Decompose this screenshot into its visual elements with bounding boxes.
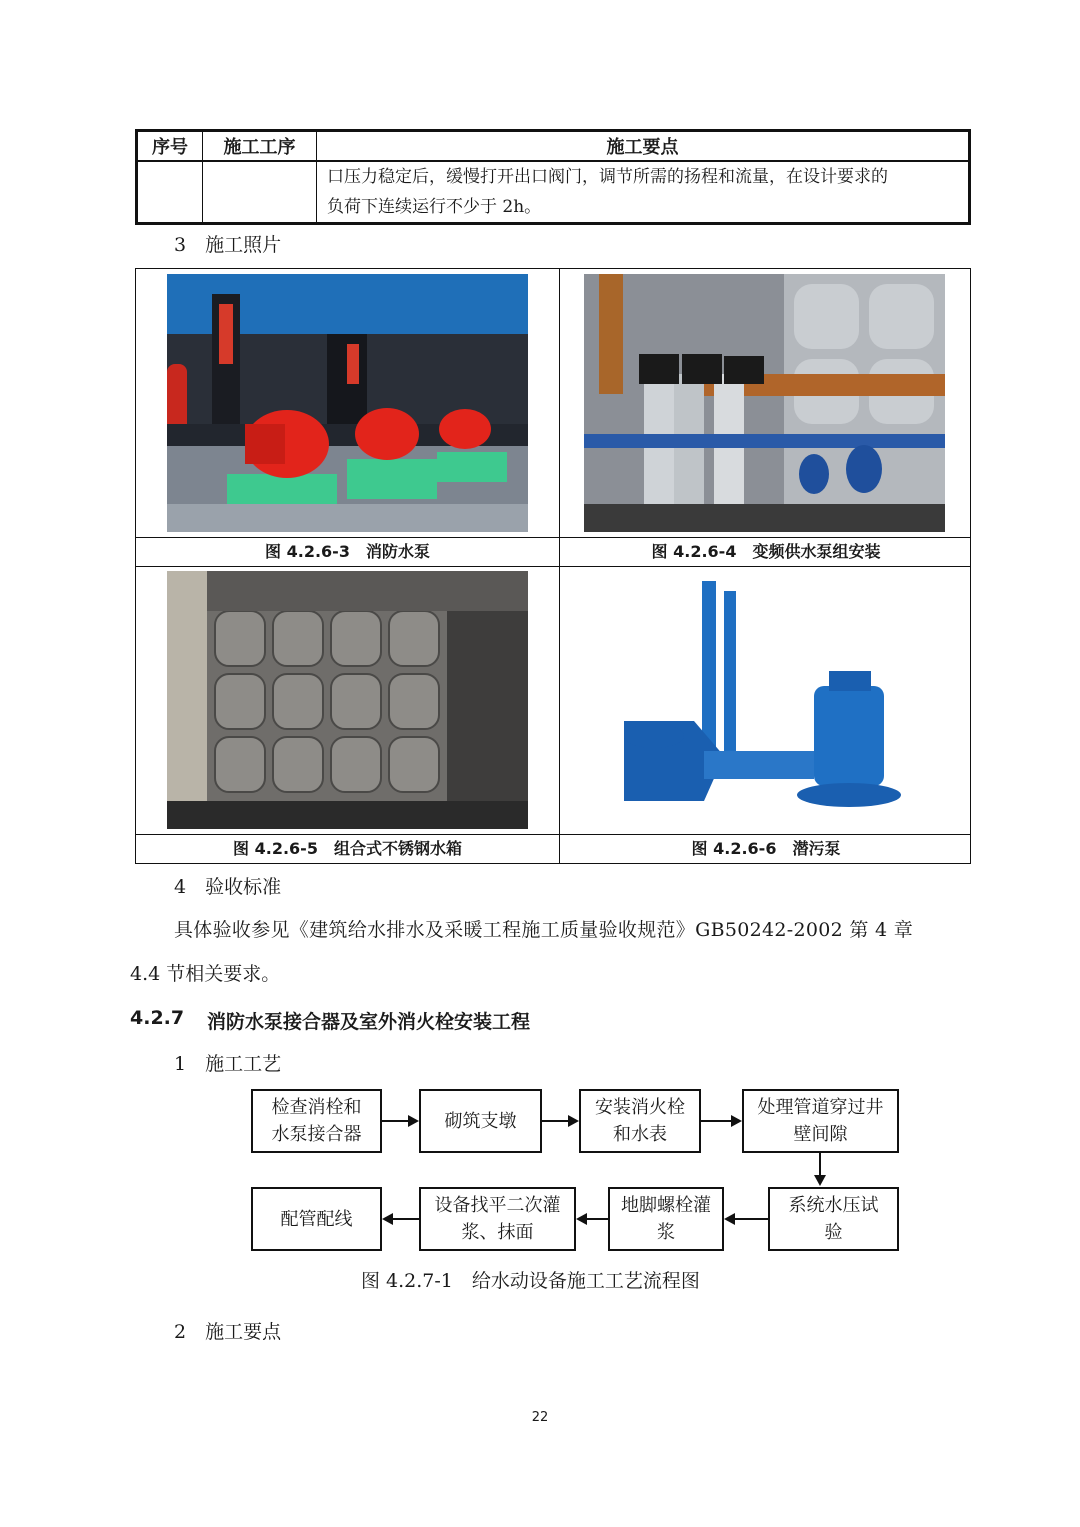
- subsection-title: 消防水泵接合器及室外消火栓安装工程: [207, 1011, 531, 1033]
- points-line-2: 负荷下连续运行不少于 2h。: [327, 196, 542, 217]
- caption-fire-pump: 图 4.2.6-3 消防水泵: [265, 542, 430, 561]
- flow-arrow: [587, 1218, 608, 1220]
- flow-step-text: 验: [824, 1222, 843, 1243]
- fire-pump-photo: [167, 274, 528, 532]
- flow-step-text: 设备找平二次灌: [434, 1195, 561, 1216]
- flow-step-text: 系统水压试: [788, 1195, 879, 1216]
- cell-process: [203, 161, 317, 224]
- flow-step-text: 配管配线: [280, 1208, 353, 1230]
- flow-arrow: [393, 1218, 419, 1220]
- flow-step-text: 和水表: [613, 1124, 667, 1145]
- water-tank-photo: [167, 571, 528, 829]
- cell-points: [317, 161, 970, 224]
- photo-grid: [135, 268, 971, 864]
- acceptance-text-line-2: 4.4 节相关要求。: [130, 963, 281, 985]
- header-points: 施工要点: [317, 131, 970, 161]
- caption-sewage-pump: 图 4.2.6-6 潜污泵: [691, 839, 841, 858]
- points-heading: 2 施工要点: [174, 1321, 282, 1343]
- flow-step-text: 壁间隙: [793, 1124, 848, 1145]
- flow-arrow: [382, 1120, 408, 1122]
- section-3-heading: 3 施工照片: [174, 234, 282, 256]
- arrow-left-icon: [724, 1213, 735, 1225]
- caption-water-tank: 图 4.2.6-5 组合式不锈钢水箱: [233, 839, 462, 858]
- header-no: 序号: [137, 131, 203, 161]
- acceptance-text-line-1: 具体验收参见《建筑给水排水及采暖工程施工质量验收规范》GB50242-2002 第 4 章: [174, 919, 914, 941]
- section-4-heading: 4 验收标准: [174, 876, 282, 898]
- flow-step-leveling-grouting: [419, 1187, 576, 1251]
- subsection-number: 4.2.7: [130, 1007, 185, 1029]
- flow-step-pipe-gap: [742, 1089, 899, 1153]
- sewage-pump-photo: [584, 571, 945, 829]
- construction-table: [135, 129, 971, 225]
- flow-arrow: [701, 1120, 731, 1122]
- flow-step-text: 浆、抹面: [461, 1222, 534, 1243]
- flow-step-inspect: [251, 1089, 382, 1153]
- process-heading: 1 施工工艺: [174, 1053, 282, 1075]
- grid-divider: [136, 566, 970, 567]
- flow-step-install-hydrant: [579, 1089, 701, 1153]
- flow-arrow: [735, 1218, 768, 1220]
- arrow-right-icon: [731, 1115, 742, 1127]
- arrow-right-icon: [408, 1115, 419, 1127]
- points-line-1: 口压力稳定后，缓慢打开出口阀门，调节所需的扬程和流量，在设计要求的: [327, 166, 888, 187]
- flow-step-piping-wiring: [251, 1187, 382, 1251]
- flow-step-text: 浆: [657, 1222, 675, 1243]
- flowchart-caption: 图 4.2.7-1 给水动设备施工工艺流程图: [361, 1270, 700, 1292]
- arrow-left-icon: [576, 1213, 587, 1225]
- vfd-pump-photo: [584, 274, 945, 532]
- arrow-left-icon: [382, 1213, 393, 1225]
- flow-step-masonry: [419, 1089, 542, 1153]
- arrow-right-icon: [568, 1115, 579, 1127]
- cell-no: [137, 161, 203, 224]
- page-number: 22: [531, 1410, 549, 1425]
- flow-step-text: 砌筑支墩: [444, 1110, 517, 1132]
- caption-vfd-pump: 图 4.2.6-4 变频供水泵组安装: [651, 542, 881, 561]
- arrow-down-icon: [814, 1175, 826, 1186]
- table-header-row: [137, 131, 970, 161]
- flow-step-text: 处理管道穿过井: [757, 1097, 884, 1118]
- flow-step-text: 水泵接合器: [271, 1124, 362, 1145]
- flow-step-text: 安装消火栓: [595, 1097, 685, 1118]
- flow-arrow: [542, 1120, 568, 1122]
- flow-arrow: [819, 1153, 821, 1176]
- flow-step-pressure-test: [768, 1187, 899, 1251]
- table-row: [137, 161, 970, 224]
- flow-step-text: 地脚螺栓灌: [621, 1195, 711, 1216]
- flow-step-anchor-bolt: [608, 1187, 724, 1251]
- flow-step-text: 检查消栓和: [271, 1097, 362, 1118]
- header-process: 施工工序: [203, 131, 317, 161]
